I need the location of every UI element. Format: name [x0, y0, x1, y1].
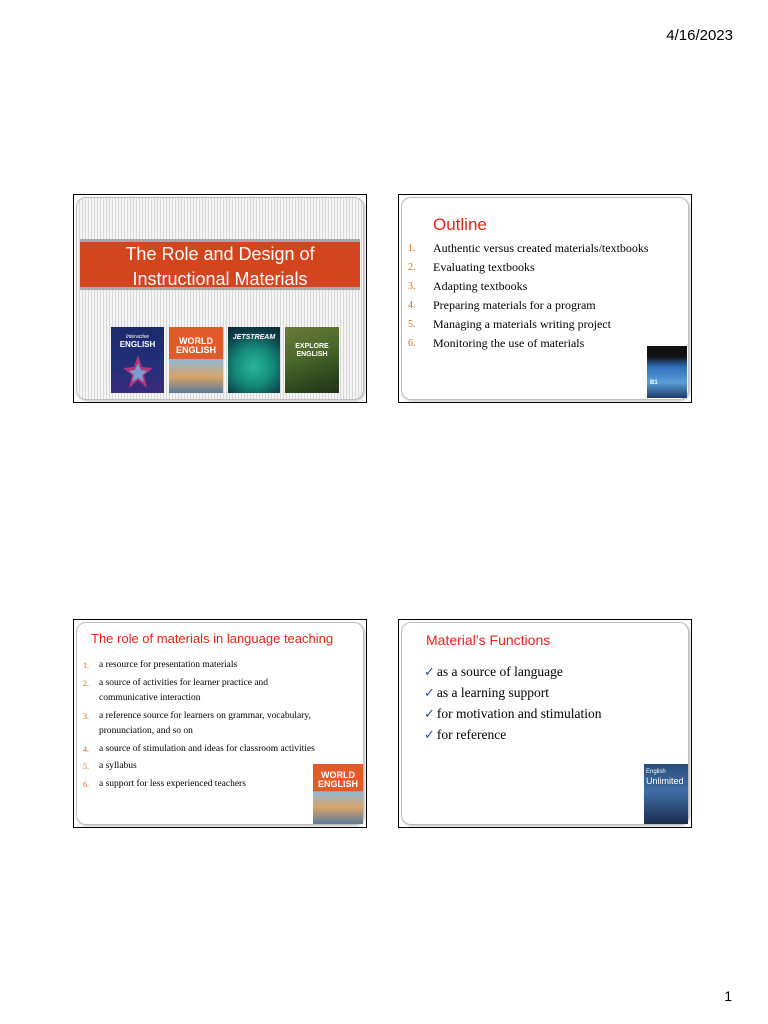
functions-list	[424, 661, 602, 745]
slide-title-line-1: The Role and Design of	[125, 244, 315, 264]
slide-frame	[401, 197, 689, 400]
list-item: 1. Authentic versus created materials/textbooks	[408, 241, 649, 255]
cover-label: WORLD ENGLISH	[317, 770, 358, 789]
list-item: 4. Preparing materials for a program	[408, 298, 596, 312]
list-item: 2. a source of activities for learner practice and communicative interaction	[83, 677, 269, 703]
book-cover-world-english	[169, 327, 223, 393]
list-item: ✓ for motivation and stimulation	[424, 706, 602, 721]
list-item: 1. a resource for presentation materials	[83, 660, 238, 670]
book-cover-jetstream	[228, 327, 280, 393]
slide-title: Outline	[433, 215, 487, 234]
list-item: 4. a source of stimulation and ideas for classroom activities	[83, 743, 315, 754]
list-item: 5. Managing a materials writing project	[408, 317, 611, 331]
cover-line-2: Unlimited	[646, 776, 684, 786]
slide-title-line-2: Instructional Materials	[132, 269, 308, 289]
cover-small-label: Interactive	[125, 334, 150, 340]
list-item: 3. Adapting textbooks	[408, 279, 528, 293]
list-item: ✓ as a source of language	[424, 664, 563, 679]
cover-label: WORLD ENGLISH	[175, 336, 216, 355]
cover-label: ENGLISH	[119, 340, 156, 349]
slide-title: Material’s Functions	[426, 632, 551, 648]
slide-outline	[398, 194, 692, 403]
slide-frame	[401, 622, 689, 825]
slide-title-band	[80, 239, 360, 290]
outline-list	[408, 239, 688, 353]
check-icon: ✓	[424, 685, 435, 700]
slide-materials-functions	[398, 619, 692, 828]
check-icon: ✓	[424, 706, 435, 721]
cover-line-1: English	[646, 769, 666, 775]
check-icon: ✓	[424, 664, 435, 679]
slide-title-page	[73, 194, 367, 403]
slide-role-of-materials	[73, 619, 367, 828]
slide-title: The role of materials in language teaching	[91, 631, 334, 646]
list-item: 5. a syllabus	[83, 761, 137, 771]
book-cover-interactive-english	[111, 327, 164, 393]
star-graphic-icon	[123, 355, 153, 389]
book-cover-thumbnail: B1	[647, 346, 687, 398]
list-item: 6. a support for less experienced teachers	[83, 778, 246, 789]
book-cover-english-unlimited	[644, 764, 688, 824]
check-icon: ✓	[424, 727, 435, 742]
list-item: ✓ for reference	[424, 727, 507, 742]
list-item: 3. a reference source for learners on grammar, vocabulary, pronunciation, and so on	[83, 710, 311, 736]
page-number: 1	[724, 988, 732, 1004]
list-item: 2. Evaluating textbooks	[408, 260, 535, 274]
cover-label: JETSTREAM	[232, 334, 276, 341]
slide-frame	[76, 622, 364, 825]
list-item: ✓ as a learning support	[424, 685, 549, 700]
book-cover-world-english-thumb	[313, 764, 363, 824]
slide-frame	[76, 197, 364, 400]
page-date: 4/16/2023	[666, 27, 733, 44]
cover-label: EXPLORE ENGLISH	[295, 343, 329, 358]
list-item: 6. Monitoring the use of materials	[408, 336, 585, 350]
book-cover-explore-english	[285, 327, 339, 393]
